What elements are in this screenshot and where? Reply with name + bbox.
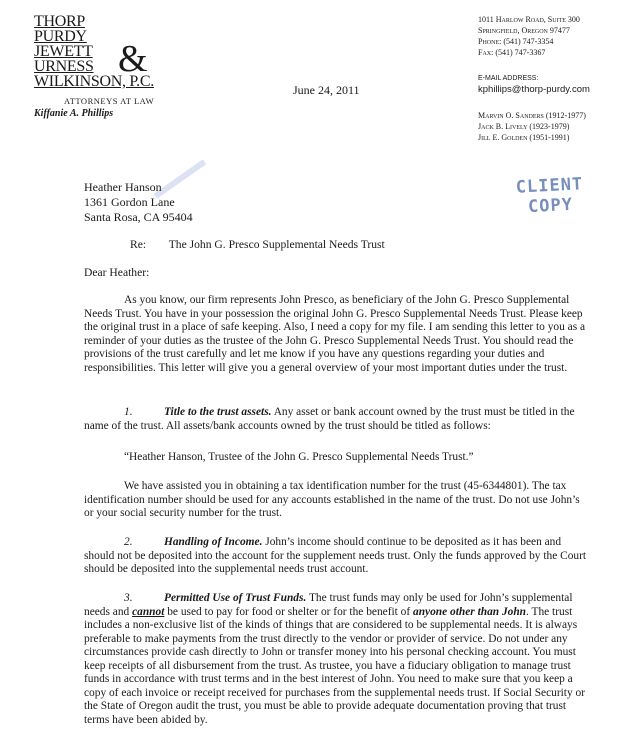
section-2-number: 2. xyxy=(124,536,133,548)
firm-name-line-2: PURDY xyxy=(34,28,87,45)
section-3 xyxy=(84,592,590,727)
stamp-line-1: CLIENT xyxy=(515,174,584,198)
firm-ampersand: & xyxy=(118,38,148,80)
section-2 xyxy=(84,536,590,577)
section-3-cannot: cannot xyxy=(132,605,165,618)
email-block xyxy=(478,74,590,95)
section-3-text-b: be used to pay for food or shelter or for the benefit of xyxy=(167,605,411,618)
section-3-number: 3. xyxy=(124,592,133,604)
firm-logo xyxy=(34,14,194,89)
address-line: Fax: (541) 747-3367 xyxy=(478,48,546,57)
salutation: Dear Heather: xyxy=(84,266,150,279)
firm-name-line-4: URNESS xyxy=(34,58,94,75)
section-3-text-a: The trust funds may only be used for John’s supplemental needs and xyxy=(84,592,573,618)
section-1 xyxy=(84,406,590,433)
section-2-text: John’s income should continue to be deposited as it has been and should not be deposited into the account for the supplement needs trust. Only the funds approved by the Court should be deposited into the supplemental needs trust account. xyxy=(84,536,587,575)
firm-name-line-3: JEWETT xyxy=(34,43,93,60)
section-1-number: 1. xyxy=(124,406,133,418)
address-line: 1011 Harlow Road, Suite 300 xyxy=(478,15,580,24)
section-3-anyone-other: anyone other than John xyxy=(413,605,527,618)
firm-name-line-5: WILKINSON, P.C. xyxy=(34,73,154,90)
intro-text: As you know, our firm represents John Presco, as beneficiary of the John G. Presco Supplemental Needs Trust. You have in your possession the original John G. Presco Supplemental Needs Trust. Please keep the original trust in a place of safe keeping. Also, I need a copy for my file. I am sending this letter to you as a reminder of your duties as the trustee of the John G. Presco Supplemental Needs Trust. You should read the provisions of the trust carefully and let me know if you have any questions regarding your duties and responsibilities. This letter will give you a general overview of your most important duties under the trust. xyxy=(84,294,586,374)
attorney-name: Kiffanie A. Phillips xyxy=(34,108,114,119)
address-line: Springfield, Oregon 97477 xyxy=(478,26,570,35)
section-1-heading: Title to the trust assets. xyxy=(164,406,272,418)
letter-date: June 24, 2011 xyxy=(293,83,360,97)
section-3-heading: Permitted Use of Trust Funds. xyxy=(164,592,307,604)
section-3-text-c: . The trust includes a non-exclusive list of the kinds of things that are considered to be supplemental needs. It is always preferable to make payments from the trust directly to the vendor or provider of service. Do not under any circumstances provide cash directly to John or transfer money into his personal checking account. You must keep receipts of all disbursement from the trust. As trustee, you have a fiduciary obligation to manage trust funds in accordance with trust terms and in the best interest of John. You need to make sure that you keep a copy of each invoice or receipt received for purchases from the supplemental needs trust. If Social Security or the State of Oregon audit the trust, you must be able to provide adequate documentation proving that trust terms have been abided by. xyxy=(84,605,585,726)
tax-id-text: We have assisted you in obtaining a tax identification number for the trust (45-6344801). The tax identification number should be used for any accounts established in the name of the trust. Do not use John’s or your social security number for the trust. xyxy=(84,480,580,519)
re-line xyxy=(130,238,385,251)
recipient-name: Heather Hanson xyxy=(84,180,162,194)
re-text: The John G. Presco Supplemental Needs Trust xyxy=(168,238,385,251)
address-line: Phone: (541) 747-3354 xyxy=(478,37,554,46)
firm-address xyxy=(478,14,580,58)
past-member: Jack B. Lively (1923-1979) xyxy=(478,122,570,131)
re-label: Re: xyxy=(130,238,147,251)
past-members xyxy=(478,110,586,143)
email-address: kphillips@thorp-purdy.com xyxy=(478,84,590,95)
recipient-block xyxy=(84,180,193,225)
intro-paragraph xyxy=(84,294,590,375)
recipient-street: 1361 Gordon Lane xyxy=(84,195,175,209)
client-copy-stamp xyxy=(504,174,596,219)
section-2-heading: Handling of Income. xyxy=(164,536,263,548)
past-member: Marvin O. Sanders (1912-1977) xyxy=(478,111,586,120)
trust-title-quote: “Heather Hanson, Trustee of the John G. Presco Supplemental Needs Trust.” xyxy=(124,451,474,463)
firm-subtitle: ATTORNEYS AT LAW xyxy=(64,96,155,106)
tax-id-paragraph xyxy=(84,480,590,521)
section-1-text: Any asset or bank account owned by the trust must be titled in the name of the trust. All assets/bank accounts owned by the trust should be titled as follows: xyxy=(84,406,575,432)
firm-name-line-1: THORP xyxy=(34,13,85,30)
stamp-line-2: COPY xyxy=(527,194,574,218)
email-label: E-MAIL ADDRESS: xyxy=(478,75,539,82)
recipient-city: Santa Rosa, CA 95404 xyxy=(84,210,193,224)
past-member: Jill E. Golden (1951-1991) xyxy=(478,133,570,142)
